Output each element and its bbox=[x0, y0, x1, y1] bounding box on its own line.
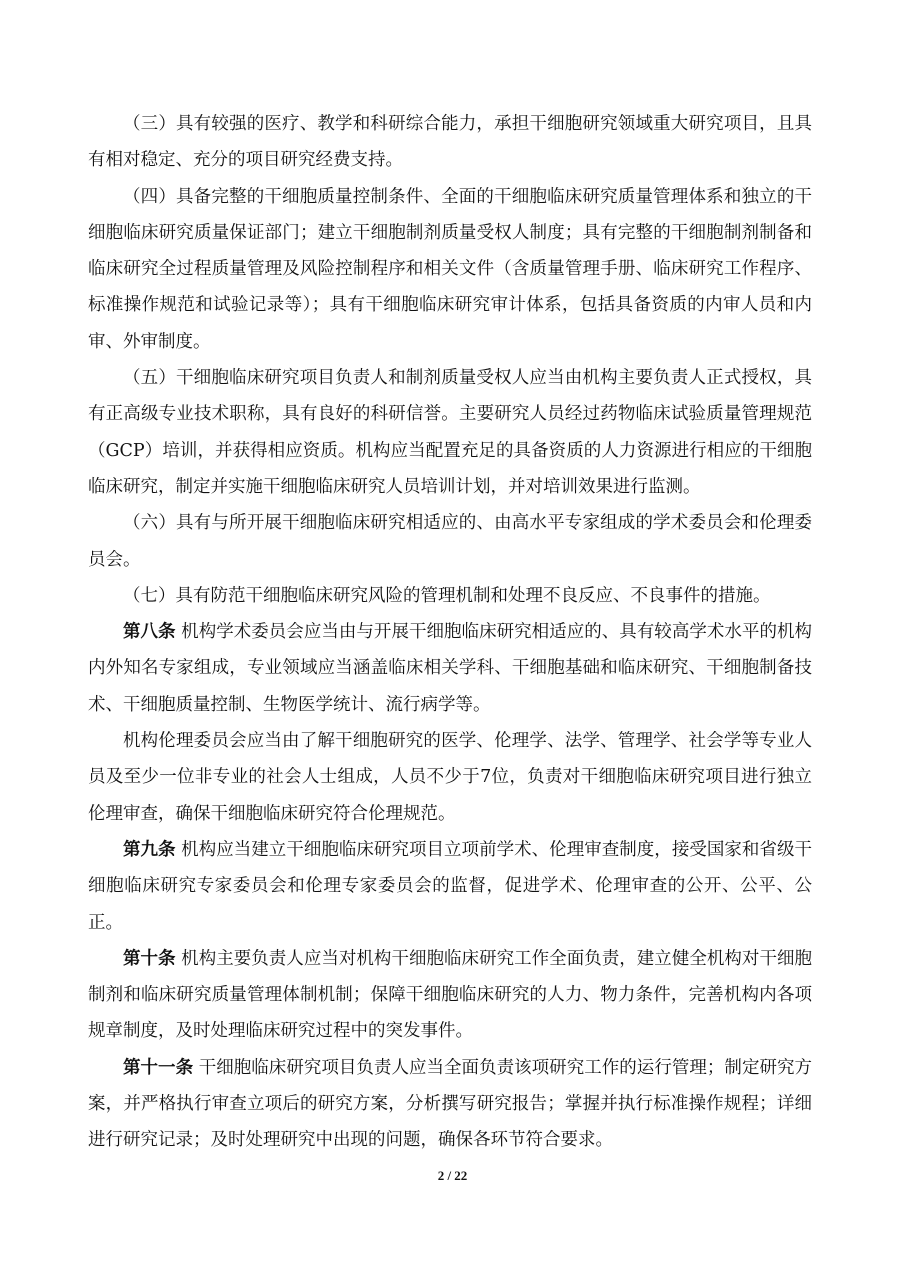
article-10: 第十条 机构主要负责人应当对机构干细胞临床研究工作全面负责，建立健全机构对干细胞制剂和临床研究质量管理体制机制；保障干细胞临床研究的人力、物力条件，完善机构内各项规章制度，及时处理临床研究过程中的突发事件。 bbox=[88, 948, 813, 1042]
paragraph-4: （四）具备完整的干细胞质量控制条件、全面的干细胞临床研究质量管理体系和独立的干细胞临床研究质量保证部门；建立干细胞制剂质量受权人制度；具有完整的干细胞制剂制备和临床研究全过程质量管理及风险控制程序和相关文件（含质量管理手册、临床研究工作程序、标准操作规范和试验记录等）；具有干细胞临床研究审计体系，包括具备资质的内审人员和内审、外审制度。 bbox=[88, 186, 812, 352]
article-heading: 第十条 bbox=[123, 948, 176, 969]
article-heading: 第九条 bbox=[123, 839, 176, 860]
paragraph-3: （三）具有较强的医疗、教学和科研综合能力，承担干细胞研究领域重大研究项目，且具有相对稳定、充分的项目研究经费支持。 bbox=[88, 114, 812, 171]
article-8: 第八条 机构学术委员会应当由与开展干细胞临床研究相适应的、具有较高学术水平的机构内外知名专家组成，专业领域应当涵盖临床相关学科、干细胞基础和临床研究、干细胞制备技术、干细胞质量控制、生物医学统计、流行病学等。 bbox=[88, 622, 813, 715]
article-9: 第九条 机构应当建立干细胞临床研究项目立项前学术、伦理审查制度，接受国家和省级干细胞临床研究专家委员会和伦理专家委员会的监督，促进学术、伦理审查的公开、公平、公正。 bbox=[88, 839, 813, 933]
paragraph-5: （五）干细胞临床研究项目负责人和制剂质量受权人应当由机构主要负责人正式授权，具有正高级专业技术职称，具有良好的科研信誉。主要研究人员经过药物临床试验质量管理规范（GCP）培训，并获得相应资质。机构应当配置充足的具备资质的人力资源进行相应的干细胞临床研究，制定并实施干细胞临床研究人员培训计划，并对培训效果进行监测。 bbox=[88, 368, 812, 497]
article-11: 第十一条 干细胞临床研究项目负责人应当全面负责该项研究工作的运行管理；制定研究方案，并严格执行审查立项后的研究方案，分析撰写研究报告；掌握并执行标准操作规程；详细进行研究记录；及时处理研究中出现的问题，确保各环节符合要求。 bbox=[88, 1057, 813, 1151]
article-heading: 第八条 bbox=[123, 622, 176, 643]
page-number: 2 / 22 bbox=[437, 1168, 468, 1183]
paragraph-7: （七）具有防范干细胞临床研究风险的管理机制和处理不良反应、不良事件的措施。 bbox=[123, 585, 771, 606]
article-8-ethics: 机构伦理委员会应当由了解干细胞研究的医学、伦理学、法学、管理学、社会学等专业人员及至少一位非专业的社会人士组成，人员不少于7位，负责对干细胞临床研究项目进行独立伦理审查，确保干细胞临床研究符合伦理规范。 bbox=[88, 731, 812, 824]
document-body bbox=[88, 106, 812, 1159]
article-heading: 第十一条 bbox=[123, 1057, 194, 1078]
paragraph-6: （六）具有与所开展干细胞临床研究相适应的、由高水平专家组成的学术委员会和伦理委员会。 bbox=[88, 513, 812, 570]
